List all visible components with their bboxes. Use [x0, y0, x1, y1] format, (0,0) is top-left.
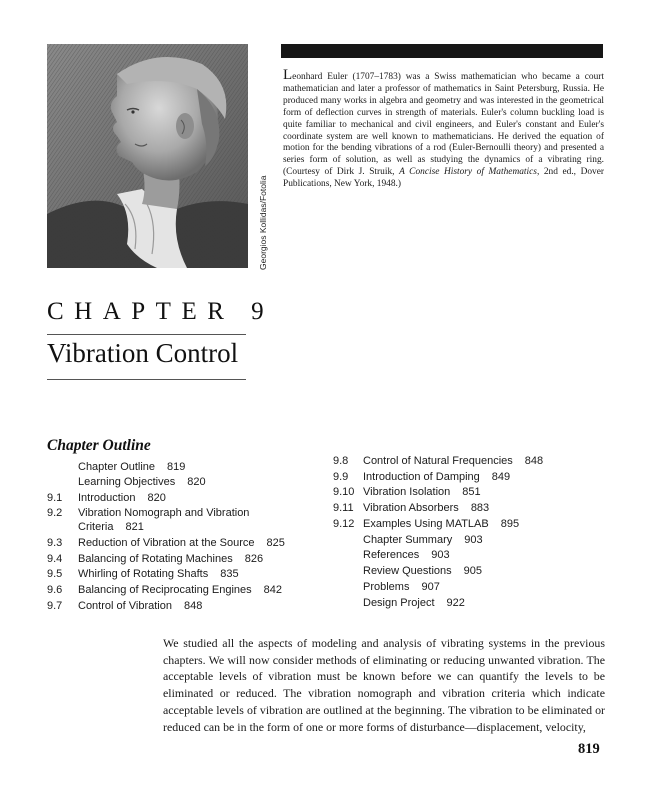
chapter-label: CHAPTER 9 — [47, 298, 275, 325]
header-bar — [281, 44, 603, 58]
bio-text: eonhard Euler (1707–1783) was a Swiss mathematician who became a court mathematician and later a professor of mathematics in Saint Petersburg, Russia. He produced many works in algebra and geometry and was interested in the geometrical form of deflection curves in strength of materials. Euler's column buckling load is quite familiar to mechanical and civil engineers, and Euler's constant and Euler's coordinate system are well known to mathematicians. He derived the equation of motion for the bending vibrations of a rod (Euler-Bernoulli theory) and presented a series form of solution, as well as studying the dynamics of a vibrating ring. (Courtesy of Dirk J. Struik, — [283, 72, 604, 178]
chapter-rule-bottom — [47, 379, 246, 380]
bio-book-title: A Concise History of Mathematics — [399, 167, 537, 178]
bio-caption — [283, 67, 605, 191]
page-number: 819 — [578, 741, 600, 757]
outline-title: Chapter Outline — [47, 437, 151, 454]
chapter-rule-top — [47, 334, 246, 335]
body-paragraph: We studied all the aspects of modeling and analysis of vibrating systems in the previous chapters. We will now consider methods of eliminating or reducing unwanted vibration. The acceptable levels of vibration must be known before we can quantify the levels to be eliminated or reduced. The vibration nomograph and vibration criteria which indicate acceptable levels of vibration are outlined at the beginning. The vibration to be eliminated or reduced can be in the form of one or more forms of disturbance—displacement, velocity, — [163, 636, 605, 734]
photo-credit: Georgios Kollidas/Fotolia — [258, 175, 268, 270]
bio-initial: L — [283, 67, 293, 83]
euler-portrait — [47, 44, 248, 268]
bio-text-end: , 2nd ed., Dover Publications, New York, 1948.) — [283, 167, 605, 190]
chapter-title: Vibration Control — [47, 338, 239, 368]
